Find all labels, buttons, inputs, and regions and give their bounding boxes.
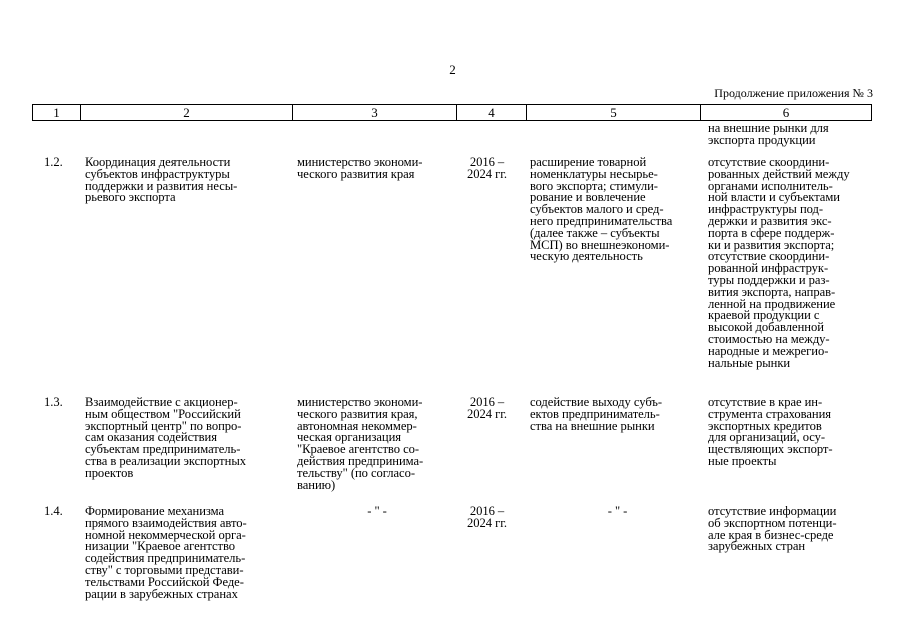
continuation-label: Продолжение приложения № 3	[714, 86, 873, 100]
row-1-2-number: 1.2.	[44, 155, 63, 169]
header-col-5: 5	[527, 105, 701, 120]
row-1-4-measure: Формирование механизма прямого взаимодействия авто- номной некоммерческой орга- низации "Краевое агентство содействия предприниматель- ству" с торговыми представи- тельствами Российской Феде- рации в зарубежных странах	[85, 504, 247, 601]
row-1-2-period: 2016 – 2024 гг.	[467, 155, 507, 181]
header-col-4: 4	[457, 105, 527, 120]
header-col-2: 2	[81, 105, 293, 120]
row-1-2-measure: Координация деятельности субъектов инфраструктуры поддержки и развития несы- рьевого экспорта	[85, 155, 238, 205]
row-1-2-issue: отсутствие скоордини- рованных действий между органами исполнитель- ной власти и субъектами инфраструктуры под- держки и развития экс- порта в сфере поддерж- ки и развития экспорта; отсутствие скоордини- рованной инфраструк- туры поддержки и раз- вития экспорта, направ- ленной на продвижение краевой продукции с высокой добавленной стоимостью на между- народные и межрегио- нальные рынки	[708, 155, 850, 370]
row-1-4-number: 1.4.	[44, 504, 63, 518]
row-1-3-issue: отсутствие в крае ин- струмента страхования экспортных кредитов для организаций, осу- ществляющих экспорт- ные проекты	[708, 395, 833, 468]
page-number: 2	[449, 62, 456, 77]
row-1-3-responsible: министерство экономи- ческого развития края, автономная некоммер- ческая организация "Краевое агентство со- действия предпринима- тельству" (по согласо- ванию)	[297, 395, 424, 492]
row-1-4-responsible: - " -	[367, 504, 387, 518]
row-1-3-number: 1.3.	[44, 395, 63, 409]
header-col-1: 1	[33, 105, 81, 120]
carryover-text: на внешние рынки для экспорта продукции	[708, 121, 829, 147]
header-col-3: 3	[293, 105, 457, 120]
row-1-3-goal: содействие выходу субъ- ектов предприниматель- ства на внешние рынки	[530, 395, 662, 433]
row-1-4-period: 2016 – 2024 гг.	[467, 504, 507, 530]
row-1-3-measure: Взаимодействие с акционер- ным обществом "Российский экспортный центр" по вопро- сам оказания содействия субъектам предприниматель- ства в реализации экспортных проектов	[85, 395, 246, 480]
row-1-2-goal: расширение товарной номенклатуры несырье- вого экспорта; стимули- рование и вовлечение субъектов малого и сред- него предпринимательства (далее также – субъекты МСП) во внешнеэкономи- ческую деятельность	[530, 155, 673, 264]
row-1-4-goal: - " -	[607, 504, 628, 518]
row-1-3-period: 2016 – 2024 гг.	[467, 395, 507, 421]
row-1-2-responsible: министерство экономи- ческого развития края	[297, 155, 423, 181]
header-col-6: 6	[782, 105, 790, 120]
row-1-4-issue: отсутствие информации об экспортном потенци- але края в бизнес-среде зарубежных стран	[708, 504, 837, 554]
table-header-row	[32, 104, 872, 121]
